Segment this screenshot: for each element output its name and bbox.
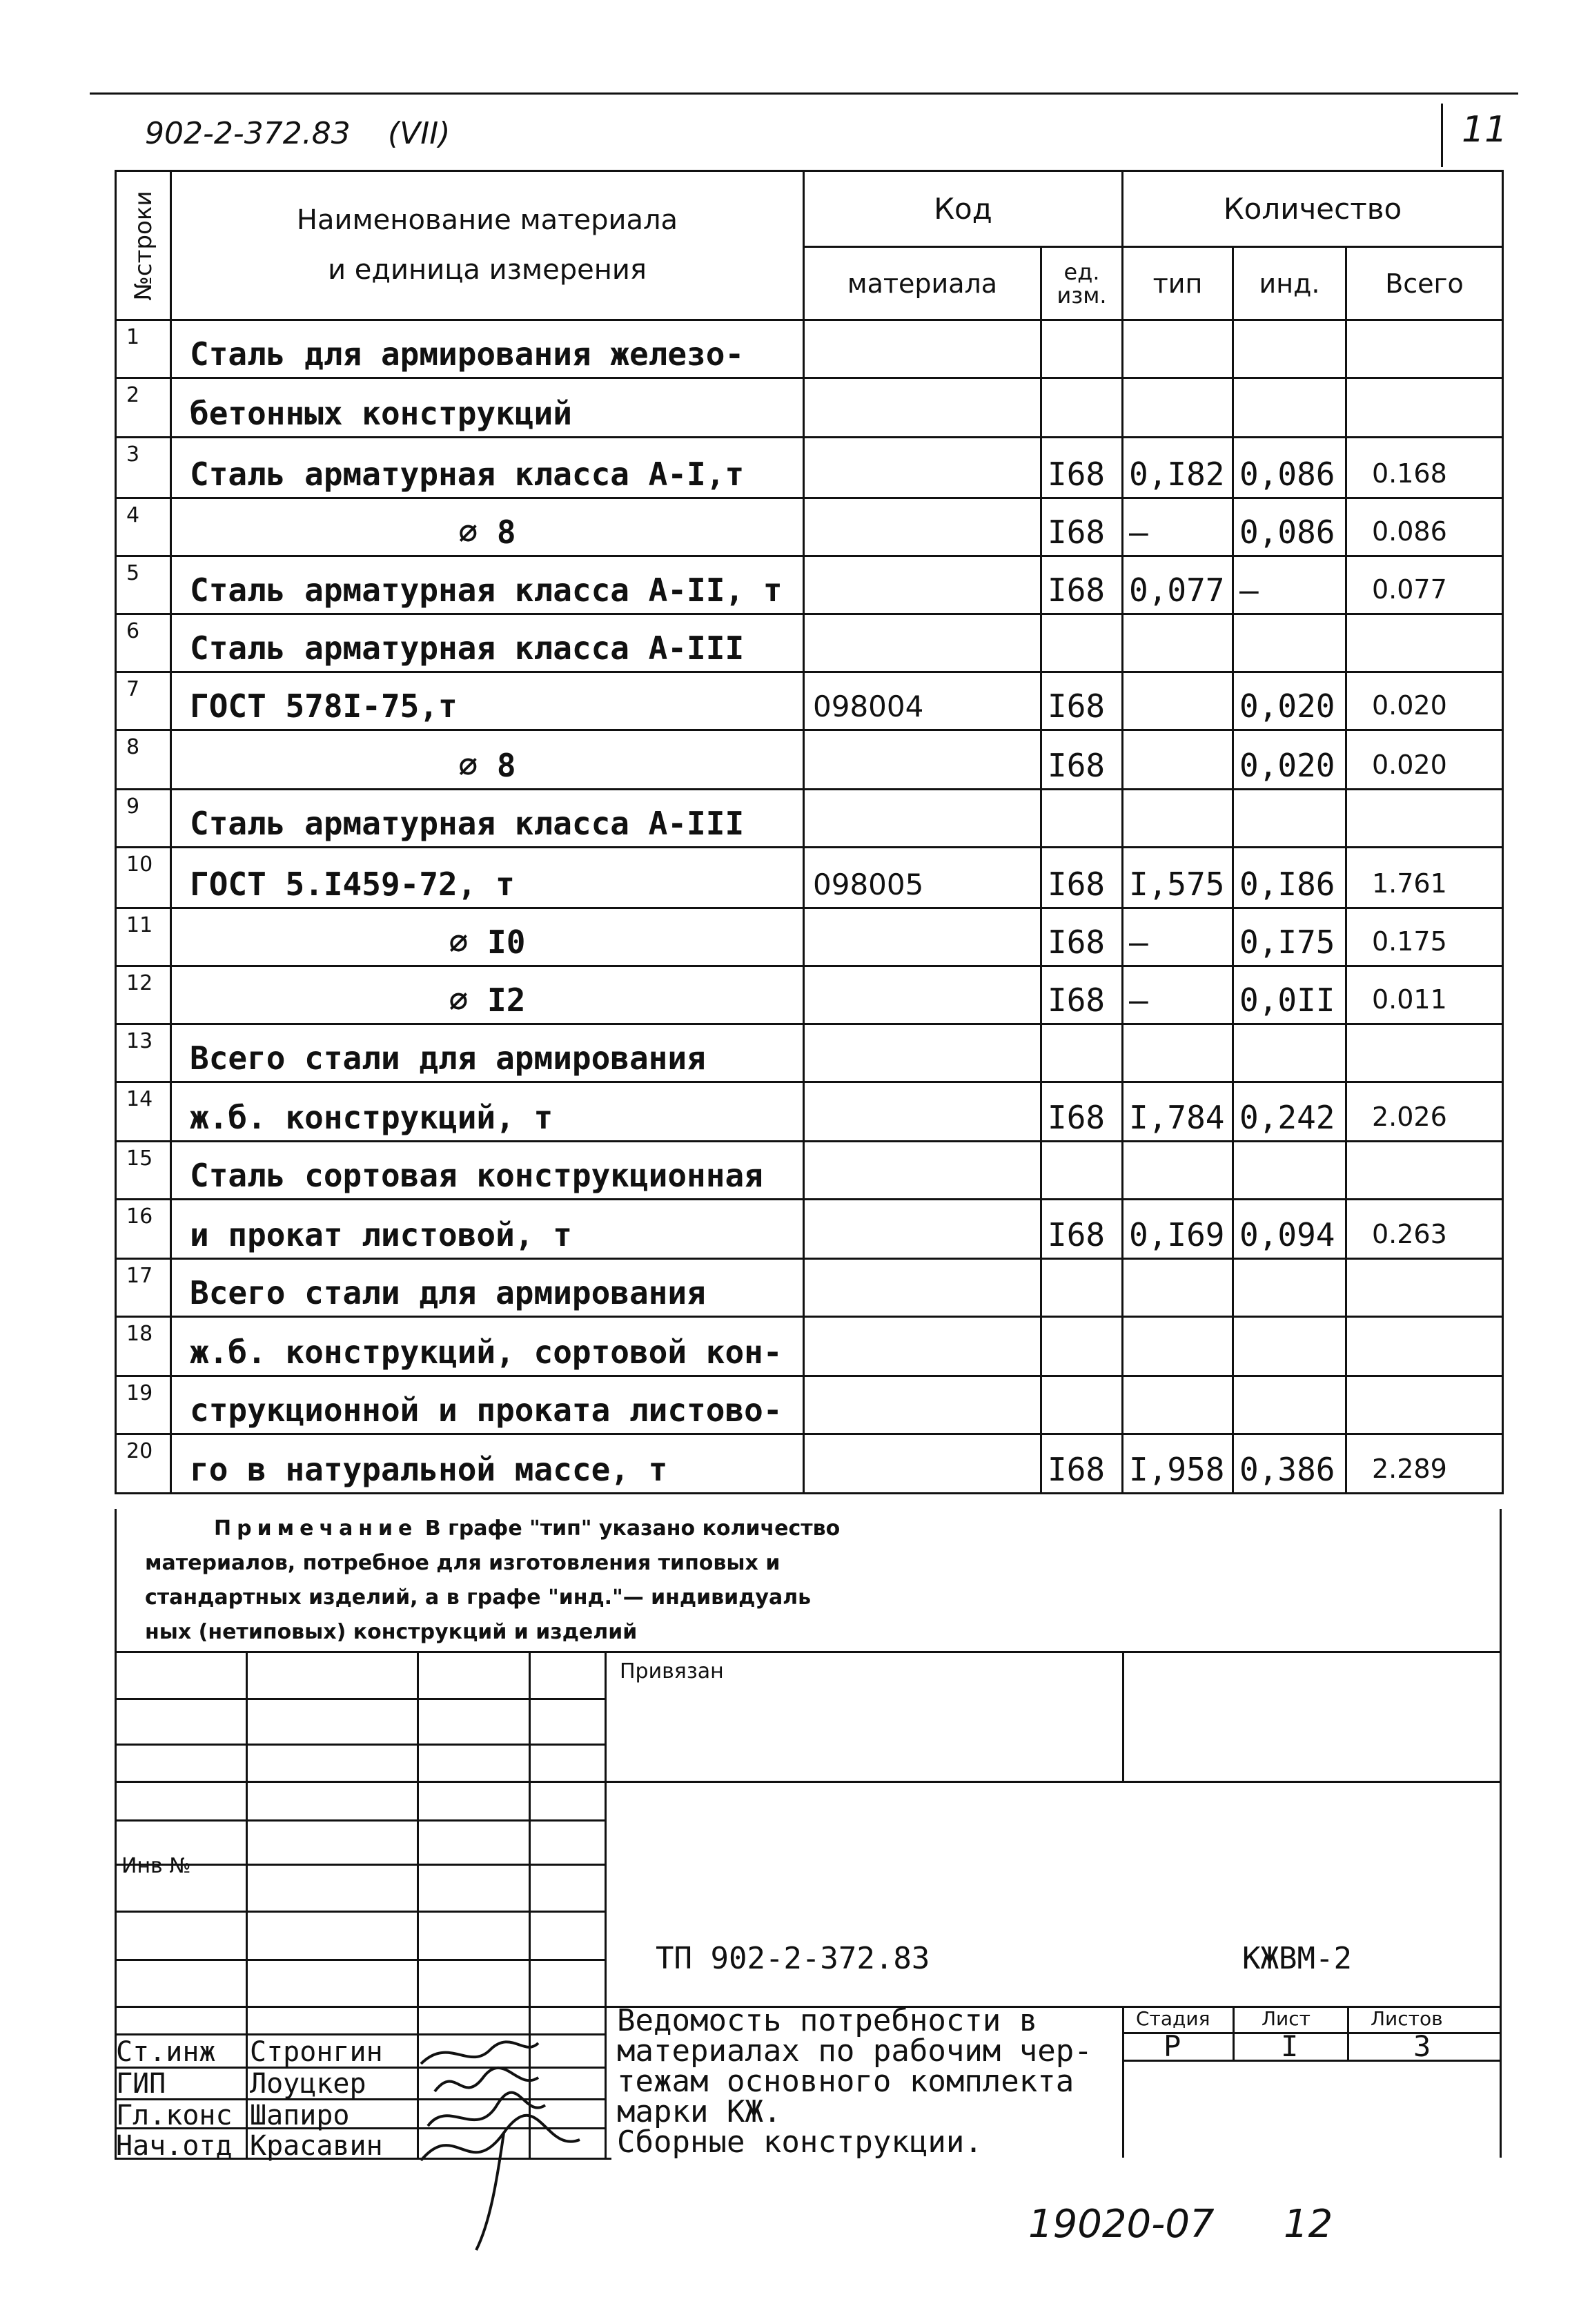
name-1: Стронгин <box>250 2036 383 2068</box>
table-row <box>116 908 1503 966</box>
col-qty-header: Количество <box>1123 171 1503 247</box>
table-row <box>116 320 1503 378</box>
material-code <box>804 730 1041 790</box>
material-code <box>804 1082 1041 1142</box>
qty-total <box>1346 320 1503 378</box>
unit-code: I68 <box>1041 1082 1123 1142</box>
material-name: и прокат листовой, т <box>171 1200 804 1259</box>
unit-code: I68 <box>1041 966 1123 1024</box>
material-code <box>804 1200 1041 1259</box>
qty-type <box>1123 1317 1233 1376</box>
table-row <box>116 1024 1503 1082</box>
row-number: 12 <box>116 966 171 1024</box>
qty-total: 2.026 <box>1346 1082 1503 1142</box>
qty-ind: 0,020 <box>1233 730 1346 790</box>
material-name: ∅ I2 <box>171 966 804 1024</box>
qty-total: 0.020 <box>1346 730 1503 790</box>
qty-type <box>1123 320 1233 378</box>
unit-code <box>1041 790 1123 848</box>
unit-code: I68 <box>1041 730 1123 790</box>
unit-code <box>1041 320 1123 378</box>
unit-code <box>1041 614 1123 672</box>
unit-code <box>1041 1142 1123 1200</box>
unit-code: I68 <box>1041 1200 1123 1259</box>
qty-total: 1.761 <box>1346 848 1503 908</box>
qty-total <box>1346 1376 1503 1434</box>
qty-total: 0.020 <box>1346 672 1503 730</box>
row-number: 16 <box>116 1200 171 1259</box>
unit-code <box>1041 1259 1123 1317</box>
col-type-header: тип <box>1123 247 1233 320</box>
table-row <box>116 498 1503 556</box>
signatures <box>407 2022 628 2271</box>
col-ind-header: инд. <box>1233 247 1346 320</box>
table-row <box>116 614 1503 672</box>
materials-table <box>115 170 1504 1494</box>
material-code <box>804 320 1041 378</box>
row-number: 14 <box>116 1082 171 1142</box>
row-number: 5 <box>116 556 171 614</box>
qty-ind <box>1233 1376 1346 1434</box>
table-row <box>116 1142 1503 1200</box>
col-code-header: Код <box>804 171 1123 247</box>
qty-ind: – <box>1233 556 1346 614</box>
material-code <box>804 614 1041 672</box>
material-code <box>804 378 1041 438</box>
material-code <box>804 556 1041 614</box>
role-3: Гл.конс <box>116 2100 233 2131</box>
col-row-number-header: №строки <box>116 171 171 320</box>
qty-total <box>1346 378 1503 438</box>
material-name: ∅ I0 <box>171 908 804 966</box>
qty-total: 0.011 <box>1346 966 1503 1024</box>
qty-type: I,784 <box>1123 1082 1233 1142</box>
document-title: Ведомость потребности в материалах по рабочим чер- тежам основного комплекта марки КЖ. Сборные конструкции. <box>617 2003 1092 2160</box>
qty-type: I,575 <box>1123 848 1233 908</box>
sheet-value: I <box>1281 2029 1299 2063</box>
row-number: 18 <box>116 1317 171 1376</box>
col-name-header: Наименование материала и единица измерения <box>171 171 804 320</box>
material-name: ж.б. конструкций, сортовой кон- <box>171 1317 804 1376</box>
qty-total <box>1346 1142 1503 1200</box>
unit-code: I68 <box>1041 848 1123 908</box>
material-name: го в натуральной массе, т <box>171 1434 804 1494</box>
qty-ind: 0,086 <box>1233 438 1346 498</box>
material-code <box>804 908 1041 966</box>
qty-total: 0.077 <box>1346 556 1503 614</box>
col-unit-header: ед. изм. <box>1041 247 1123 320</box>
qty-ind: 0,I75 <box>1233 908 1346 966</box>
qty-type <box>1123 790 1233 848</box>
note-line2: материалов, потребное для изготовления типовых и <box>145 1551 781 1575</box>
table-row <box>116 730 1503 790</box>
role-4: Нач.отд <box>116 2130 233 2162</box>
row-number: 20 <box>116 1434 171 1494</box>
table-row <box>116 790 1503 848</box>
qty-total: 0.263 <box>1346 1200 1503 1259</box>
qty-type <box>1123 730 1233 790</box>
row-number: 10 <box>116 848 171 908</box>
qty-ind: 0,386 <box>1233 1434 1346 1494</box>
qty-total <box>1346 1024 1503 1082</box>
unit-code: I68 <box>1041 908 1123 966</box>
page-number: 11 <box>1462 109 1508 150</box>
qty-type: – <box>1123 966 1233 1024</box>
row-number: 8 <box>116 730 171 790</box>
qty-ind <box>1233 1317 1346 1376</box>
row-number: 11 <box>116 908 171 966</box>
unit-code: I68 <box>1041 556 1123 614</box>
note-block <box>145 1512 1456 1650</box>
name-2: Лоуцкер <box>250 2068 366 2100</box>
qty-type <box>1123 1259 1233 1317</box>
qty-type <box>1123 1024 1233 1082</box>
qty-ind: 0,0II <box>1233 966 1346 1024</box>
qty-total <box>1346 790 1503 848</box>
material-name: Сталь арматурная класса А-III <box>171 614 804 672</box>
qty-total: 0.168 <box>1346 438 1503 498</box>
role-2: ГИП <box>116 2068 166 2100</box>
unit-code: I68 <box>1041 1434 1123 1494</box>
table-row <box>116 1317 1503 1376</box>
note-line1: В графе "тип" указано количество <box>418 1516 841 1541</box>
privyazan-label: Привязан <box>620 1659 724 1683</box>
material-name: Сталь для армирования железо- <box>171 320 804 378</box>
row-number: 4 <box>116 498 171 556</box>
row-number: 9 <box>116 790 171 848</box>
material-name: Сталь арматурная класса А-I,т <box>171 438 804 498</box>
material-code <box>804 438 1041 498</box>
material-code <box>804 1142 1041 1200</box>
unit-code: I68 <box>1041 672 1123 730</box>
material-name: Сталь арматурная класса А-III <box>171 790 804 848</box>
volume-label: (VII) <box>388 116 451 151</box>
project-code: ТП 902-2-372.83 <box>656 1941 930 1976</box>
note-line4: ных (нетиповых) конструкций и изделий <box>145 1620 638 1644</box>
material-code <box>804 1376 1041 1434</box>
material-name: ∅ 8 <box>171 498 804 556</box>
material-name: струкционной и проката листово- <box>171 1376 804 1434</box>
qty-ind: 0,I86 <box>1233 848 1346 908</box>
note-line3: стандартных изделий, а в графе "инд."— индивидуаль <box>145 1585 812 1610</box>
doc-code: 902-2-372.83 <box>145 116 351 151</box>
qty-type: I,958 <box>1123 1434 1233 1494</box>
page-number-divider <box>1441 104 1443 167</box>
material-code: 098005 <box>804 848 1041 908</box>
qty-total <box>1346 614 1503 672</box>
sheets-label: Листов <box>1371 2007 1443 2030</box>
role-1: Ст.инж <box>116 2036 216 2068</box>
table-row <box>116 378 1503 438</box>
qty-total: 0.175 <box>1346 908 1503 966</box>
stage-label: Стадия <box>1136 2007 1210 2030</box>
material-name: Сталь арматурная класса А-II, т <box>171 556 804 614</box>
qty-type: – <box>1123 908 1233 966</box>
table-row <box>116 1082 1503 1142</box>
row-number: 19 <box>116 1376 171 1434</box>
footer-page-number: 12 <box>1284 2202 1333 2247</box>
qty-ind <box>1233 1142 1346 1200</box>
drawing-mark: КЖВМ-2 <box>1242 1941 1352 1976</box>
material-name: Всего стали для армирования <box>171 1024 804 1082</box>
row-number: 17 <box>116 1259 171 1317</box>
qty-total <box>1346 1317 1503 1376</box>
footer-inv-number: 19020-07 <box>1028 2202 1215 2247</box>
row-number: 7 <box>116 672 171 730</box>
name-4: Красавин <box>250 2130 383 2162</box>
material-code <box>804 1317 1041 1376</box>
material-code: 098004 <box>804 672 1041 730</box>
row-number: 15 <box>116 1142 171 1200</box>
qty-type <box>1123 1142 1233 1200</box>
qty-type: – <box>1123 498 1233 556</box>
material-name: ГОСТ 578I-75,т <box>171 672 804 730</box>
qty-ind <box>1233 614 1346 672</box>
sheets-value: 3 <box>1413 2029 1431 2063</box>
unit-code <box>1041 378 1123 438</box>
qty-type <box>1123 614 1233 672</box>
qty-ind: 0,086 <box>1233 498 1346 556</box>
row-number: 2 <box>116 378 171 438</box>
qty-ind <box>1233 378 1346 438</box>
col-total-header: Всего <box>1346 247 1503 320</box>
row-number: 6 <box>116 614 171 672</box>
qty-ind <box>1233 1259 1346 1317</box>
material-code <box>804 1024 1041 1082</box>
material-name: бетонных конструкций <box>171 378 804 438</box>
qty-ind: 0,242 <box>1233 1082 1346 1142</box>
material-name: ∅ 8 <box>171 730 804 790</box>
sheet-label: Лист <box>1262 2007 1311 2030</box>
qty-type: 0,I69 <box>1123 1200 1233 1259</box>
table-row <box>116 1434 1503 1494</box>
material-code <box>804 498 1041 556</box>
qty-type: 0,I82 <box>1123 438 1233 498</box>
col-code-material-header: материала <box>804 247 1041 320</box>
row-number: 1 <box>116 320 171 378</box>
qty-total <box>1346 1259 1503 1317</box>
name-3: Шапиро <box>250 2100 350 2131</box>
material-name: ГОСТ 5.I459-72, т <box>171 848 804 908</box>
material-name: Сталь сортовая конструкционная <box>171 1142 804 1200</box>
qty-type: 0,077 <box>1123 556 1233 614</box>
note-title: Примечание <box>214 1516 418 1541</box>
material-code <box>804 1259 1041 1317</box>
table-row <box>116 966 1503 1024</box>
qty-ind: 0,020 <box>1233 672 1346 730</box>
table-row <box>116 438 1503 498</box>
unit-code: I68 <box>1041 498 1123 556</box>
table-row <box>116 1376 1503 1434</box>
unit-code <box>1041 1376 1123 1434</box>
table-row <box>116 556 1503 614</box>
unit-code <box>1041 1317 1123 1376</box>
table-row <box>116 848 1503 908</box>
table-row <box>116 672 1503 730</box>
unit-code: I68 <box>1041 438 1123 498</box>
material-name: Всего стали для армирования <box>171 1259 804 1317</box>
inv-label: Инв № <box>121 1854 191 1878</box>
top-rule <box>90 92 1518 95</box>
qty-total: 0.086 <box>1346 498 1503 556</box>
row-number: 3 <box>116 438 171 498</box>
qty-type <box>1123 378 1233 438</box>
material-code <box>804 1434 1041 1494</box>
unit-code <box>1041 1024 1123 1082</box>
qty-ind: 0,094 <box>1233 1200 1346 1259</box>
stage-value: Р <box>1164 2029 1181 2063</box>
qty-type <box>1123 1376 1233 1434</box>
qty-type <box>1123 672 1233 730</box>
material-code <box>804 790 1041 848</box>
qty-total: 2.289 <box>1346 1434 1503 1494</box>
material-name: ж.б. конструкций, т <box>171 1082 804 1142</box>
row-number: 13 <box>116 1024 171 1082</box>
table-row <box>116 1259 1503 1317</box>
material-code <box>804 966 1041 1024</box>
qty-ind <box>1233 790 1346 848</box>
qty-ind <box>1233 1024 1346 1082</box>
table-row <box>116 1200 1503 1259</box>
qty-ind <box>1233 320 1346 378</box>
